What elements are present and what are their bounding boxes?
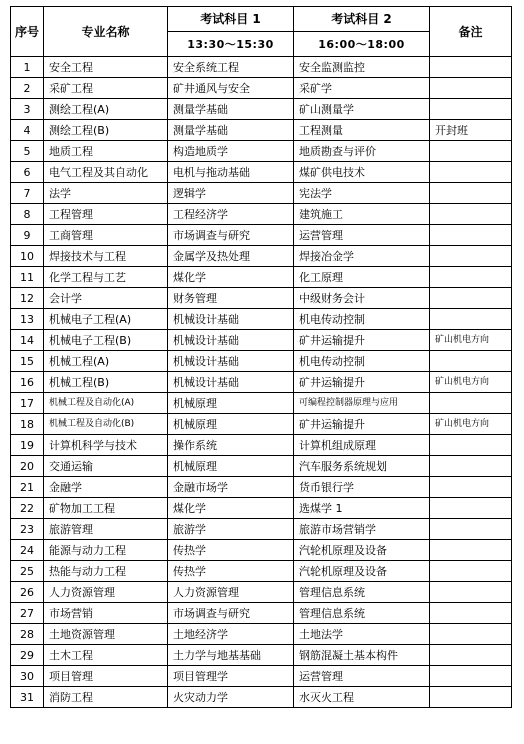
row-subject-1: 电机与拖动基础 <box>168 162 294 183</box>
row-index: 1 <box>11 57 44 78</box>
table-row <box>11 78 512 99</box>
row-index: 12 <box>11 288 44 309</box>
table-row <box>11 435 512 456</box>
row-index: 3 <box>11 99 44 120</box>
table-row <box>11 141 512 162</box>
row-index: 8 <box>11 204 44 225</box>
row-subject-2: 土地法学 <box>294 624 430 645</box>
row-note <box>430 393 512 414</box>
row-note <box>430 519 512 540</box>
row-index: 22 <box>11 498 44 519</box>
table-row <box>11 309 512 330</box>
row-subject-2: 汽轮机原理及设备 <box>294 561 430 582</box>
row-note <box>430 561 512 582</box>
row-subject-1: 工程经济学 <box>168 204 294 225</box>
table-row <box>11 330 512 351</box>
row-note <box>430 498 512 519</box>
row-subject-1: 市场调查与研究 <box>168 225 294 246</box>
row-subject-2: 运营管理 <box>294 225 430 246</box>
row-subject-1: 市场调查与研究 <box>168 603 294 624</box>
header-subject-1: 考试科目 1 <box>168 7 294 32</box>
row-major: 热能与动力工程 <box>44 561 168 582</box>
row-subject-1: 机械原理 <box>168 456 294 477</box>
row-index: 25 <box>11 561 44 582</box>
row-major: 机械电子工程(A) <box>44 309 168 330</box>
row-subject-1: 机械设计基础 <box>168 351 294 372</box>
row-note <box>430 477 512 498</box>
row-subject-1: 操作系统 <box>168 435 294 456</box>
table-header <box>11 7 512 57</box>
row-subject-2: 矿井运输提升 <box>294 372 430 393</box>
row-subject-2: 安全监测监控 <box>294 57 430 78</box>
row-subject-2: 中级财务会计 <box>294 288 430 309</box>
row-subject-2: 水灭火工程 <box>294 687 430 708</box>
table-row <box>11 456 512 477</box>
row-major: 电气工程及其自动化 <box>44 162 168 183</box>
row-note: 矿山机电方向 <box>430 414 512 435</box>
header-time-1: 13:30～15:30 <box>168 32 294 57</box>
row-index: 9 <box>11 225 44 246</box>
row-index: 27 <box>11 603 44 624</box>
table-row <box>11 246 512 267</box>
row-subject-1: 机械设计基础 <box>168 309 294 330</box>
row-note <box>430 99 512 120</box>
table-row <box>11 393 512 414</box>
row-major: 矿物加工工程 <box>44 498 168 519</box>
table-row <box>11 540 512 561</box>
row-note <box>430 183 512 204</box>
row-subject-2: 旅游市场营销学 <box>294 519 430 540</box>
row-major: 能源与动力工程 <box>44 540 168 561</box>
row-index: 2 <box>11 78 44 99</box>
table-row <box>11 603 512 624</box>
table-row <box>11 267 512 288</box>
table-row <box>11 477 512 498</box>
table-row <box>11 498 512 519</box>
table-row <box>11 351 512 372</box>
row-major: 土木工程 <box>44 645 168 666</box>
header-subject-2: 考试科目 2 <box>294 7 430 32</box>
row-note <box>430 351 512 372</box>
row-subject-2: 计算机组成原理 <box>294 435 430 456</box>
row-subject-1: 财务管理 <box>168 288 294 309</box>
row-major: 化学工程与工艺 <box>44 267 168 288</box>
row-subject-2: 采矿学 <box>294 78 430 99</box>
row-index: 31 <box>11 687 44 708</box>
row-major: 工程管理 <box>44 204 168 225</box>
table-row <box>11 120 512 141</box>
row-subject-1: 构造地质学 <box>168 141 294 162</box>
header-major: 专业名称 <box>44 7 168 57</box>
row-subject-2: 焊接冶金学 <box>294 246 430 267</box>
row-subject-1: 金融市场学 <box>168 477 294 498</box>
row-index: 5 <box>11 141 44 162</box>
row-index: 28 <box>11 624 44 645</box>
row-major: 会计学 <box>44 288 168 309</box>
row-major: 机械工程及自动化(B) <box>44 414 168 435</box>
row-note <box>430 435 512 456</box>
row-index: 10 <box>11 246 44 267</box>
table-row <box>11 162 512 183</box>
row-subject-1: 土地经济学 <box>168 624 294 645</box>
row-index: 15 <box>11 351 44 372</box>
exam-schedule-sheet <box>10 6 512 708</box>
row-index: 14 <box>11 330 44 351</box>
row-note <box>430 246 512 267</box>
table-row <box>11 99 512 120</box>
row-subject-2: 运营管理 <box>294 666 430 687</box>
row-subject-2: 管理信息系统 <box>294 603 430 624</box>
row-major: 焊接技术与工程 <box>44 246 168 267</box>
row-note: 矿山机电方向 <box>430 372 512 393</box>
row-subject-1: 项目管理学 <box>168 666 294 687</box>
row-major: 金融学 <box>44 477 168 498</box>
row-subject-2: 可编程控制器原理与应用 <box>294 393 430 414</box>
row-note: 开封班 <box>430 120 512 141</box>
table-row <box>11 204 512 225</box>
row-subject-2: 机电传动控制 <box>294 309 430 330</box>
row-note <box>430 57 512 78</box>
table-row <box>11 183 512 204</box>
row-note <box>430 225 512 246</box>
row-index: 17 <box>11 393 44 414</box>
row-subject-1: 测量学基础 <box>168 120 294 141</box>
table-row <box>11 561 512 582</box>
row-subject-1: 人力资源管理 <box>168 582 294 603</box>
row-subject-2: 矿井运输提升 <box>294 330 430 351</box>
row-subject-2: 矿山测量学 <box>294 99 430 120</box>
table-row <box>11 57 512 78</box>
row-note <box>430 78 512 99</box>
row-subject-2: 工程测量 <box>294 120 430 141</box>
row-index: 20 <box>11 456 44 477</box>
row-subject-2: 化工原理 <box>294 267 430 288</box>
row-subject-2: 煤矿供电技术 <box>294 162 430 183</box>
row-subject-1: 煤化学 <box>168 498 294 519</box>
row-note <box>430 687 512 708</box>
table-row <box>11 582 512 603</box>
row-subject-2: 机电传动控制 <box>294 351 430 372</box>
row-index: 18 <box>11 414 44 435</box>
row-index: 13 <box>11 309 44 330</box>
row-major: 安全工程 <box>44 57 168 78</box>
row-note <box>430 603 512 624</box>
row-subject-2: 宪法学 <box>294 183 430 204</box>
row-subject-1: 煤化学 <box>168 267 294 288</box>
row-subject-1: 机械原理 <box>168 393 294 414</box>
row-subject-2: 管理信息系统 <box>294 582 430 603</box>
table-row <box>11 645 512 666</box>
table-row <box>11 288 512 309</box>
row-major: 土地资源管理 <box>44 624 168 645</box>
row-note <box>430 582 512 603</box>
row-major: 采矿工程 <box>44 78 168 99</box>
row-note <box>430 204 512 225</box>
row-index: 7 <box>11 183 44 204</box>
row-note <box>430 456 512 477</box>
row-index: 19 <box>11 435 44 456</box>
row-subject-1: 旅游学 <box>168 519 294 540</box>
row-index: 21 <box>11 477 44 498</box>
row-subject-1: 传热学 <box>168 540 294 561</box>
table-row <box>11 372 512 393</box>
row-subject-2: 选煤学 1 <box>294 498 430 519</box>
row-subject-1: 土力学与地基基础 <box>168 645 294 666</box>
row-note <box>430 666 512 687</box>
row-major: 消防工程 <box>44 687 168 708</box>
row-note: 矿山机电方向 <box>430 330 512 351</box>
row-major: 人力资源管理 <box>44 582 168 603</box>
exam-subject-table <box>10 6 512 708</box>
row-index: 24 <box>11 540 44 561</box>
row-index: 11 <box>11 267 44 288</box>
row-major: 机械工程及自动化(A) <box>44 393 168 414</box>
row-subject-1: 矿井通风与安全 <box>168 78 294 99</box>
row-major: 机械工程(B) <box>44 372 168 393</box>
row-subject-2: 货币银行学 <box>294 477 430 498</box>
row-note <box>430 288 512 309</box>
row-note <box>430 540 512 561</box>
row-major: 工商管理 <box>44 225 168 246</box>
row-index: 16 <box>11 372 44 393</box>
header-time-2: 16:00～18:00 <box>294 32 430 57</box>
table-row <box>11 666 512 687</box>
row-note <box>430 162 512 183</box>
row-major: 市场营销 <box>44 603 168 624</box>
row-index: 26 <box>11 582 44 603</box>
row-subject-1: 金属学及热处理 <box>168 246 294 267</box>
row-subject-1: 传热学 <box>168 561 294 582</box>
row-subject-1: 机械设计基础 <box>168 372 294 393</box>
row-major: 测绘工程(B) <box>44 120 168 141</box>
row-subject-1: 火灾动力学 <box>168 687 294 708</box>
row-index: 30 <box>11 666 44 687</box>
table-row <box>11 624 512 645</box>
row-subject-2: 汽车服务系统规划 <box>294 456 430 477</box>
table-row <box>11 225 512 246</box>
row-subject-1: 机械原理 <box>168 414 294 435</box>
row-subject-2: 矿井运输提升 <box>294 414 430 435</box>
row-major: 机械电子工程(B) <box>44 330 168 351</box>
row-subject-2: 钢筋混凝土基本构件 <box>294 645 430 666</box>
row-major: 地质工程 <box>44 141 168 162</box>
row-subject-1: 测量学基础 <box>168 99 294 120</box>
row-index: 4 <box>11 120 44 141</box>
row-note <box>430 624 512 645</box>
row-subject-1: 机械设计基础 <box>168 330 294 351</box>
row-major: 测绘工程(A) <box>44 99 168 120</box>
row-major: 交通运输 <box>44 456 168 477</box>
header-note: 备注 <box>430 7 512 57</box>
row-subject-2: 建筑施工 <box>294 204 430 225</box>
table-row <box>11 519 512 540</box>
row-major: 机械工程(A) <box>44 351 168 372</box>
row-note <box>430 141 512 162</box>
table-body <box>11 57 512 708</box>
row-index: 29 <box>11 645 44 666</box>
row-note <box>430 267 512 288</box>
table-row <box>11 687 512 708</box>
row-major: 旅游管理 <box>44 519 168 540</box>
row-index: 6 <box>11 162 44 183</box>
row-subject-1: 安全系统工程 <box>168 57 294 78</box>
row-major: 计算机科学与技术 <box>44 435 168 456</box>
row-subject-1: 逻辑学 <box>168 183 294 204</box>
row-subject-2: 汽轮机原理及设备 <box>294 540 430 561</box>
row-index: 23 <box>11 519 44 540</box>
table-row <box>11 414 512 435</box>
header-index: 序号 <box>11 7 44 57</box>
row-subject-2: 地质勘查与评价 <box>294 141 430 162</box>
row-note <box>430 309 512 330</box>
row-major: 法学 <box>44 183 168 204</box>
row-note <box>430 645 512 666</box>
row-major: 项目管理 <box>44 666 168 687</box>
